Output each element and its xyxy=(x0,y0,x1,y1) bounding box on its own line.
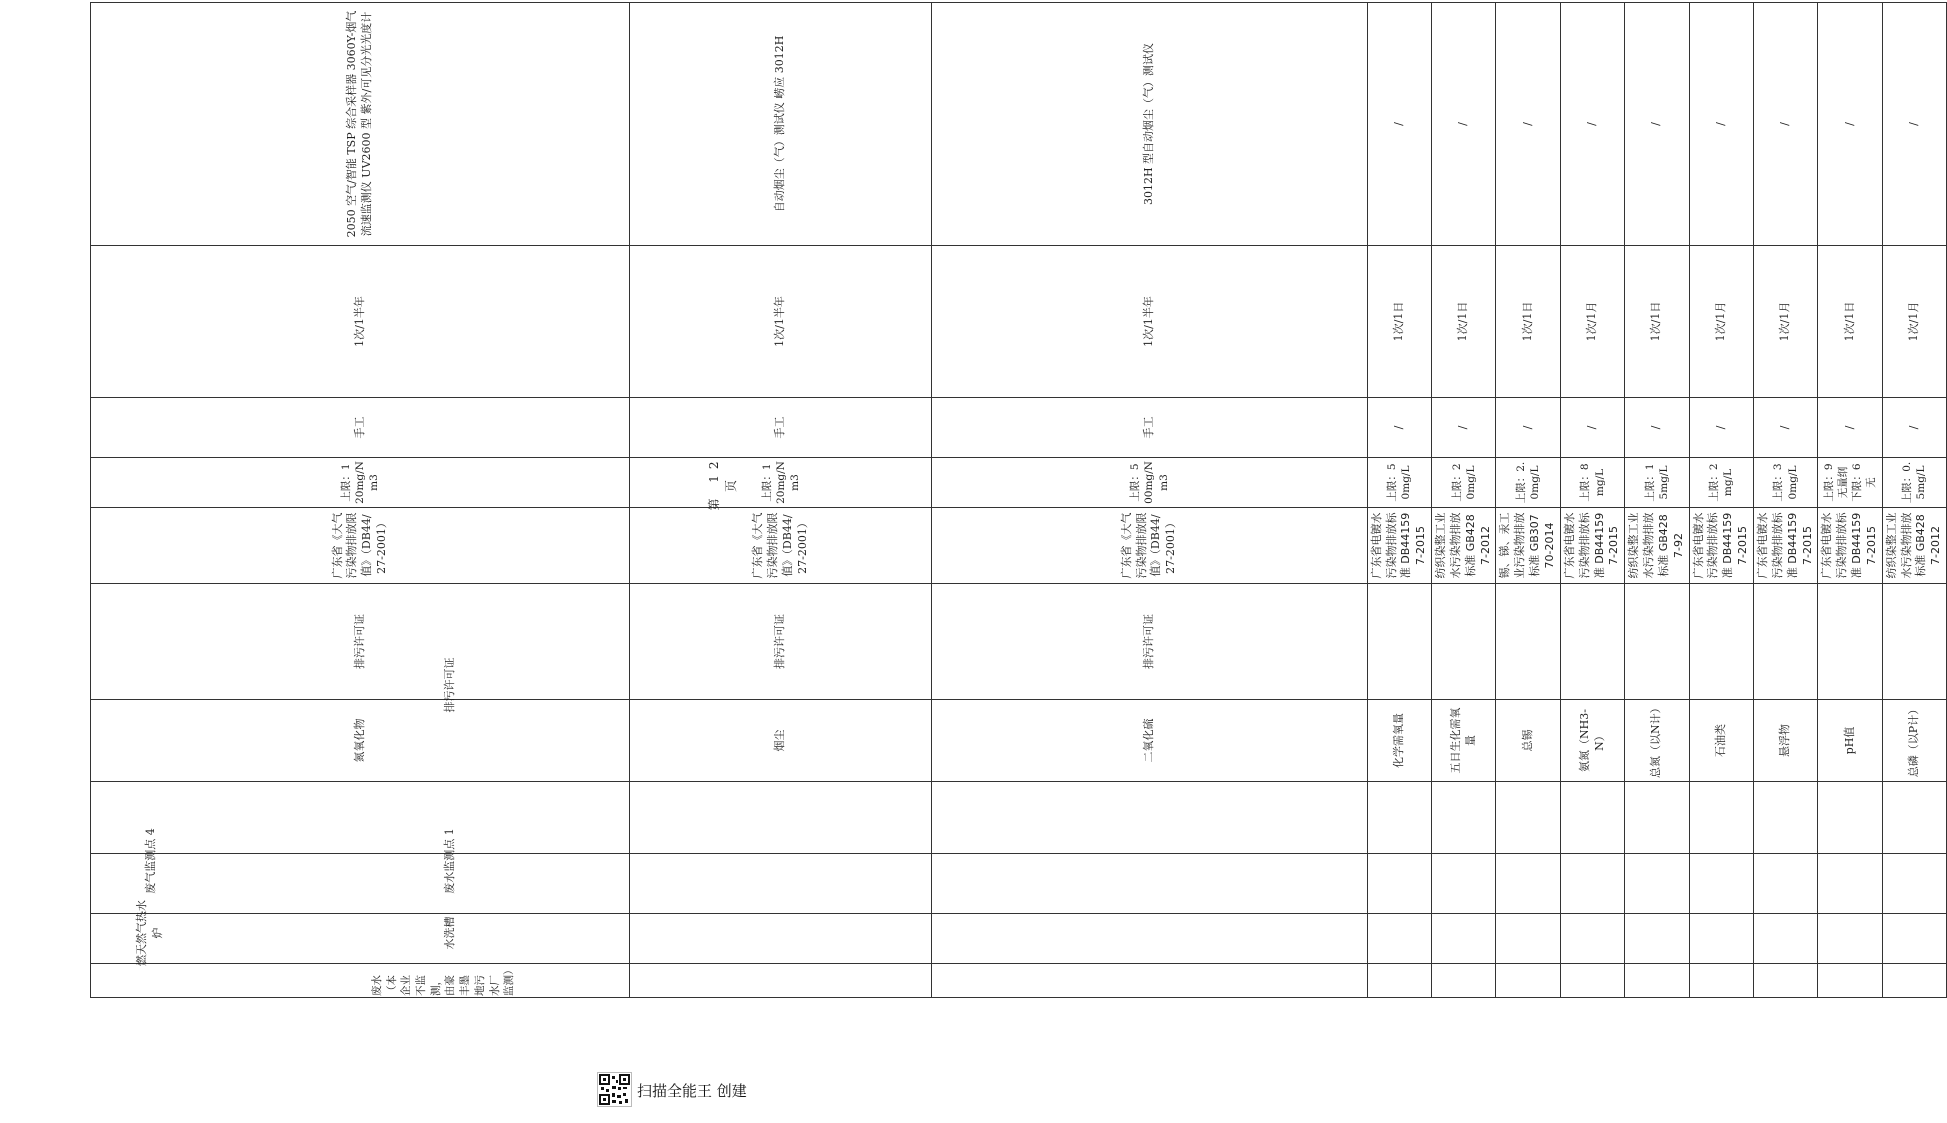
instrument-cell: / xyxy=(1560,3,1624,246)
basis-cell: 排污许可证 xyxy=(91,584,630,700)
instrument-cell: 自动烟尘（气）测试仪 崂应 3012H xyxy=(630,3,932,246)
freq-cell: 1次/1月 xyxy=(1689,246,1753,398)
method-cell: 手工 xyxy=(932,398,1367,458)
freq-cell: 1次/1日 xyxy=(1367,246,1431,398)
table-row xyxy=(1432,3,1496,998)
standard-cell: 纺织染整工业水污染物排放标准 GB4287-92 xyxy=(1625,508,1689,584)
standard-cell: 广东省电镀水污染物排放标准 DB441597-2015 xyxy=(1753,508,1817,584)
standard-cell: 纺织染整工业水污染物排放标准 GB4287-2012 xyxy=(1432,508,1496,584)
pollutant-item: 五日生化需氧量 xyxy=(1432,700,1496,782)
pollutant-item: 总锡 xyxy=(1496,700,1560,782)
limit-cell: 上限：15mg/L xyxy=(1625,458,1689,508)
freq-cell: 1次/1日 xyxy=(1625,246,1689,398)
freq-cell: 1次/1月 xyxy=(1753,246,1817,398)
pollutant-item: 石油类 xyxy=(1689,700,1753,782)
table-row xyxy=(1367,3,1431,998)
standard-cell: 广东省电镀水污染物排放标准 DB441597-2015 xyxy=(1560,508,1624,584)
standard-cell: 广东省《大气污染物排放限值》（DB44/27-2001） xyxy=(932,508,1367,584)
instrument-cell: / xyxy=(1367,3,1431,246)
method-cell: 手工 xyxy=(630,398,932,458)
method-cell: / xyxy=(1882,398,1946,458)
instrument-cell: / xyxy=(1882,3,1946,246)
method-cell: / xyxy=(1432,398,1496,458)
table-row xyxy=(1625,3,1689,998)
instrument-cell: / xyxy=(1689,3,1753,246)
instrument-cell: / xyxy=(1625,3,1689,246)
method-cell: / xyxy=(1496,398,1560,458)
pollutant-item: 总氮（以N计） xyxy=(1625,700,1689,782)
group-label-permit: 排污许可证 xyxy=(443,657,456,713)
group-label-wash-tank: 水洗槽 xyxy=(443,916,456,950)
limit-cell: 上限：9 无量纲 下限：6 无 xyxy=(1818,458,1882,508)
method-cell: / xyxy=(1367,398,1431,458)
pollutant-item: 氨氮（NH3-N） xyxy=(1560,700,1624,782)
limit-cell: 上限：30mg/L xyxy=(1753,458,1817,508)
qr-code-icon xyxy=(597,1072,632,1107)
table-row xyxy=(1753,3,1817,998)
freq-cell: 1次/1月 xyxy=(1560,246,1624,398)
instrument-cell: / xyxy=(1432,3,1496,246)
pollutant-item: 总磷（以P计） xyxy=(1882,700,1946,782)
standard-cell: 纺织染整工业水污染物排放标准 GB4287-2012 xyxy=(1882,508,1946,584)
limit-cell: 上限：120mg/Nm3 xyxy=(630,458,932,508)
standard-cell: 广东省电镀水污染物排放标准 DB441597-2015 xyxy=(1689,508,1753,584)
freq-cell: 1次/1日 xyxy=(1432,246,1496,398)
table-row xyxy=(1689,3,1753,998)
freq-cell: 1次/1半年 xyxy=(932,246,1367,398)
standard-cell: 广东省电镀水污染物排放标准 DB441597-2015 xyxy=(1818,508,1882,584)
standard-cell: 广东省《大气污染物排放限值》（DB44/27-2001） xyxy=(91,508,630,584)
group-label-wastewater: 废水（本企业不监测，由豪丰墨地污水厂监测） xyxy=(371,964,516,996)
table-row xyxy=(1818,3,1882,998)
table-row xyxy=(1496,3,1560,998)
instrument-cell: / xyxy=(1753,3,1817,246)
limit-cell: 上限：2.0mg/L xyxy=(1496,458,1560,508)
limit-cell: 上限：50mg/L xyxy=(1367,458,1431,508)
limit-cell: 上限：0.5mg/L xyxy=(1882,458,1946,508)
freq-cell: 1次/1月 xyxy=(1882,246,1946,398)
instrument-cell: 3012H 型自动烟尘（气）测试仪 xyxy=(932,3,1367,246)
pollutant-item: 氮氧化物 xyxy=(91,700,630,782)
standard-cell: 广东省《大气污染物排放限值》（DB44/27-2001） xyxy=(630,508,932,584)
pollutant-item: 化学需氧量 xyxy=(1367,700,1431,782)
method-cell: / xyxy=(1689,398,1753,458)
limit-cell: 上限：120mg/Nm3 xyxy=(91,458,630,508)
pollutant-item: 烟尘 xyxy=(630,700,932,782)
standard-cell: 锡、锑、汞工业污染物排放标准 GB30770-2014 xyxy=(1496,508,1560,584)
instrument-cell: / xyxy=(1496,3,1560,246)
standard-cell: 广东省电镀水污染物排放标准 DB441597-2015 xyxy=(1367,508,1431,584)
method-cell: / xyxy=(1753,398,1817,458)
method-cell: / xyxy=(1625,398,1689,458)
basis-cell: 排污许可证 xyxy=(630,584,932,700)
instrument-cell: / xyxy=(1818,3,1882,246)
freq-cell: 1次/1半年 xyxy=(630,246,932,398)
page-number: 第 12 页 xyxy=(707,455,738,511)
group-label-water-point: 废水监测点 1 xyxy=(443,828,456,894)
pollutant-item: pH值 xyxy=(1818,700,1882,782)
limit-cell: 上限：500mg/Nm3 xyxy=(932,458,1367,508)
basis-cell: 排污许可证 xyxy=(932,584,1367,700)
method-cell: / xyxy=(1560,398,1624,458)
group-label-boiler: 燃天然气热水炉 xyxy=(134,900,164,966)
limit-cell: 上限：20mg/L xyxy=(1432,458,1496,508)
limit-cell: 上限：8mg/L xyxy=(1560,458,1624,508)
table-row xyxy=(932,3,1367,998)
group-label-gas-point: 废气监测点 4 xyxy=(144,828,157,894)
pollutant-item: 悬浮物 xyxy=(1753,700,1817,782)
pollutant-item: 二氧化硫 xyxy=(932,700,1367,782)
freq-cell: 1次/1日 xyxy=(1496,246,1560,398)
table-row xyxy=(1882,3,1946,998)
limit-cell: 上限：2mg/L xyxy=(1689,458,1753,508)
watermark-text: 扫描全能王 创建 xyxy=(637,1082,747,1100)
freq-cell: 1次/1半年 xyxy=(91,246,630,398)
method-cell: / xyxy=(1818,398,1882,458)
watermark xyxy=(597,1072,787,1108)
freq-cell: 1次/1日 xyxy=(1818,246,1882,398)
instrument-cell: 2050 空气/智能 TSP 综合采样器 3060Y-烟气流速监测仪 UV2600 型 紫外/可见分光光度计 xyxy=(91,3,630,246)
table-row xyxy=(1560,3,1624,998)
method-cell: 手工 xyxy=(91,398,630,458)
